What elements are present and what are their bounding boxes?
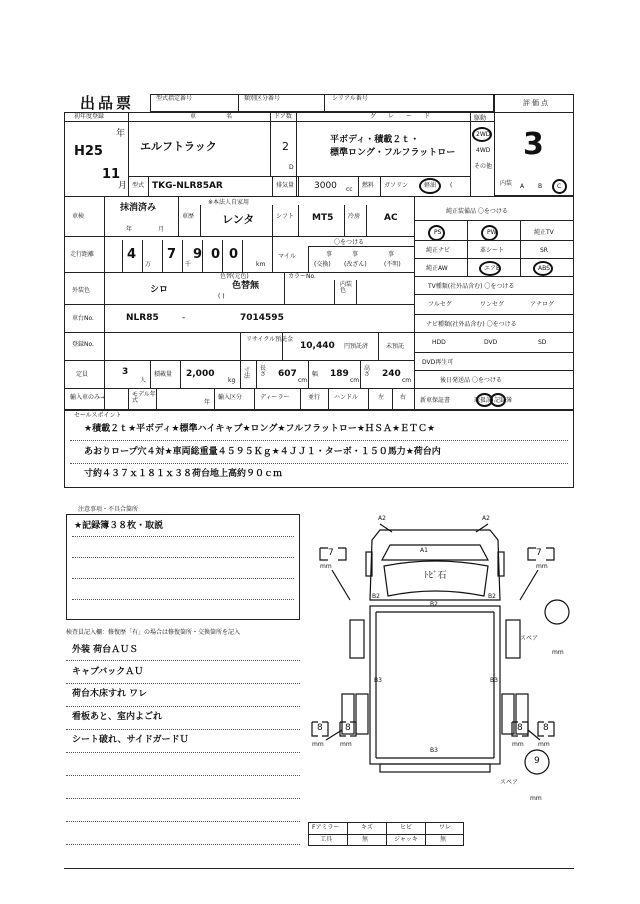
legend-header-3: ヒビ bbox=[400, 824, 413, 831]
inspector-label: 検査員記入欄：修復歴「有」の場合は修復箇所・交換箇所を記入 bbox=[66, 629, 241, 636]
mileage-circle-note: 〇をつける bbox=[334, 239, 365, 246]
dvd-play-label: DVD再生可 bbox=[422, 359, 454, 366]
diagram-b2-left: B2 bbox=[372, 593, 380, 600]
spare-rear-label: スペア bbox=[500, 779, 519, 786]
mileage-digit-5: 0 bbox=[229, 247, 239, 262]
registration-label: 登録No. bbox=[72, 341, 94, 348]
fuel-label: 燃料 bbox=[362, 182, 375, 189]
legend-cell-4: 無 bbox=[440, 836, 447, 843]
history-value: レンタ bbox=[222, 213, 255, 226]
grade-line1: 平ボディ・積載２ｔ・ bbox=[330, 135, 420, 145]
seats-label: 定員 bbox=[76, 371, 89, 378]
inspector-line-3: 荷台木床すれ ワレ bbox=[72, 689, 148, 699]
inspection-value: 抹消済み bbox=[120, 203, 157, 213]
fuel-diesel: 軽油 bbox=[424, 182, 437, 189]
tire-fr-value: 7 bbox=[536, 548, 542, 558]
diagram-a2-right: A2 bbox=[482, 515, 490, 522]
interior-b: B bbox=[538, 183, 543, 190]
sales-line-1: ★積載２ｔ★平ボディ★標準ハイキャブ★ロング★フルフラットロー★ＨＳＡ★ＥＴＣ★ bbox=[84, 424, 436, 434]
displacement-label: 排気量 bbox=[276, 182, 295, 189]
color-code-label: カラーNo. bbox=[288, 273, 316, 280]
seats-unit: 人 bbox=[140, 377, 147, 384]
equip-genuine-aw: 純正AW bbox=[426, 265, 448, 272]
length-unit: cm bbox=[298, 377, 308, 384]
tire-fr-shape bbox=[506, 620, 520, 658]
diagram-windshield-note: ﾄﾋﾞ石 bbox=[424, 571, 447, 581]
drive-other: その他 bbox=[474, 163, 493, 170]
parallel-value: 並行 bbox=[308, 394, 321, 401]
tv-oneseg: ワンセグ bbox=[480, 301, 505, 308]
legend-cell-3: ジャッキ bbox=[394, 836, 418, 843]
equip-genuine-tv: 純正TV bbox=[534, 229, 554, 236]
navi-sd: SD bbox=[538, 339, 547, 346]
grade-label: グレード bbox=[370, 113, 443, 120]
door-suffix: D bbox=[289, 164, 294, 171]
size-label: 寸法 bbox=[244, 367, 251, 380]
height-unit: cm bbox=[402, 377, 412, 384]
mileage-blank-3: 事 bbox=[388, 251, 395, 258]
car-name-label: 車名 bbox=[190, 113, 263, 120]
load-value: 2,000 bbox=[186, 369, 215, 379]
fuel-gasoline: ガソリン bbox=[384, 182, 409, 189]
inspector-line-1: 外装 荷台ＡＵＳ bbox=[72, 645, 139, 655]
fuel-paren: ( bbox=[450, 182, 453, 189]
serial-label: シリアル番号 bbox=[332, 95, 368, 102]
inspector-line-5: シート破れ、サイドガードＵ bbox=[72, 735, 189, 745]
diagram-b3-bottom: B3 bbox=[430, 747, 438, 754]
repaint-label: 色替(元色) bbox=[220, 273, 249, 280]
model-value: TKG-NLR85AR bbox=[152, 181, 223, 191]
tire-fl-value: 7 bbox=[328, 548, 334, 558]
legend-header-1: Fアミラー bbox=[312, 824, 340, 831]
seats-value: 3 bbox=[122, 367, 129, 377]
inspection-year-unit: 年 bbox=[126, 226, 133, 233]
interior-color-label: 内装色 bbox=[340, 281, 353, 294]
length-label: 長さ bbox=[260, 365, 267, 378]
equip-leather: 革シート bbox=[480, 247, 505, 254]
load-label: 積載量 bbox=[154, 371, 173, 378]
tire-rr-outer-value: 8 bbox=[543, 723, 549, 733]
mileage-label: 走行距離 bbox=[70, 251, 95, 258]
tire-rl-outer-unit: mm bbox=[312, 741, 324, 748]
tire-rl-inner-shape bbox=[356, 694, 368, 734]
equip-ps: PS bbox=[434, 229, 442, 236]
diagram-a1: A1 bbox=[420, 547, 428, 554]
tire-rl-outer-value: 8 bbox=[317, 723, 323, 733]
score-label: 評価点 bbox=[523, 99, 550, 107]
doors-value: 2 bbox=[282, 140, 289, 153]
history-label: 車歴 bbox=[182, 213, 195, 220]
month-suffix: 月 bbox=[118, 181, 128, 191]
navi-dvd: DVD bbox=[484, 339, 498, 346]
length-value: 607 bbox=[278, 369, 297, 379]
chassis-number: 7014595 bbox=[240, 313, 284, 323]
mileage-unknown: (不明) bbox=[384, 261, 401, 268]
inspector-line-4: 看板あと、室内よごれ bbox=[72, 712, 163, 722]
drive-2wd: 2WD bbox=[476, 131, 491, 138]
ac-label: 冷房 bbox=[348, 213, 361, 220]
mileage-digit-4: 0 bbox=[211, 247, 221, 262]
mileage-exchange: (交換) bbox=[314, 261, 331, 268]
exterior-color-label: 外装色 bbox=[72, 287, 91, 294]
equip-airbag: エアB bbox=[484, 265, 501, 272]
diagram-b2-right: B2 bbox=[488, 593, 496, 600]
chassis-dash: - bbox=[182, 313, 186, 323]
recycle-value: 10,440 bbox=[300, 341, 335, 351]
repaint-value: 色替無 bbox=[232, 281, 260, 291]
first-reg-month: 11 bbox=[102, 167, 121, 182]
cargo-bed-outline bbox=[370, 606, 500, 764]
drive-label: 駆動 bbox=[474, 115, 487, 122]
tire-rl-inner-value: 8 bbox=[345, 723, 351, 733]
import-label: 輸入車のみ→ bbox=[70, 394, 106, 401]
cab-roof bbox=[382, 545, 488, 560]
score-value: 3 bbox=[523, 127, 544, 162]
drive-4wd: 4WD bbox=[476, 147, 491, 154]
tire-fr-unit: mm bbox=[536, 563, 548, 570]
first-reg-label: 初年度登録 bbox=[74, 113, 105, 120]
notes-label: 注意事項・不具合箇所 bbox=[78, 506, 139, 513]
equip-abs: ABS bbox=[538, 265, 550, 272]
sales-line-3: 寸約４３７ｘ１８１ｘ３８荷台地上高約９０ｃｍ bbox=[84, 469, 283, 479]
model-year-unit: 年 bbox=[204, 399, 211, 406]
tire-fl-unit: mm bbox=[320, 563, 332, 570]
displacement-value: 3000 bbox=[314, 181, 337, 191]
class-code-label: 類別区分番号 bbox=[244, 95, 281, 102]
inspection-month-unit: 月 bbox=[158, 226, 165, 233]
legend-header-2: キズ bbox=[361, 824, 373, 831]
tire-rr-outer-unit: mm bbox=[538, 741, 550, 748]
diagram-b3-left: B3 bbox=[374, 677, 382, 684]
model-year-label: モデル年式 bbox=[132, 391, 156, 404]
inspection-label: 車検 bbox=[72, 213, 85, 220]
recycle-label: リサイクル預託金 bbox=[246, 336, 294, 343]
shift-label: シフト bbox=[276, 213, 295, 220]
tv-fullseg: フルセグ bbox=[428, 301, 452, 308]
diagram-b3-right: B3 bbox=[490, 677, 498, 684]
dealer-value: ディーラー bbox=[260, 394, 290, 401]
legend-cell-1: 工具 bbox=[320, 836, 333, 843]
chassis-prefix: NLR85 bbox=[126, 313, 159, 323]
interior-label: 内装 bbox=[500, 180, 513, 187]
handle-left: 左 bbox=[378, 394, 385, 401]
sales-label: セールスポイント bbox=[74, 412, 122, 419]
model-label: 型式 bbox=[132, 182, 145, 189]
after-label: 後日発送品 〇をつける bbox=[440, 377, 502, 384]
inspector-line-2: キャブバックＡＵ bbox=[72, 667, 144, 677]
equip-genuine-navi: 純正ナビ bbox=[426, 247, 451, 254]
spare-rear-unit: mm bbox=[530, 795, 542, 802]
car-name: エルフトラック bbox=[140, 140, 217, 153]
mileage-modified: (改ざん) bbox=[344, 261, 367, 268]
history-note: ※本法人自家用 bbox=[208, 199, 250, 206]
recycle-not-deposited: 未預託 bbox=[386, 343, 405, 350]
mileage-digit-2: 7 bbox=[167, 247, 177, 262]
spare-front-label: スペア bbox=[520, 635, 539, 642]
chassis-label: 車台No. bbox=[72, 315, 94, 322]
model-code-label: 型式指定番号 bbox=[156, 95, 193, 102]
ac-value: AC bbox=[384, 213, 398, 223]
rear-bumper bbox=[380, 764, 490, 772]
mileage-sen: 千 bbox=[185, 261, 192, 268]
repaint-paren: ( ) bbox=[218, 293, 225, 300]
spare-front-circle bbox=[545, 600, 569, 624]
height-label: 高さ bbox=[364, 365, 371, 378]
shift-value: MT5 bbox=[312, 213, 334, 223]
spare-rear-value: 9 bbox=[534, 756, 540, 766]
grade-line2: 標準ロング・フルフラットロー bbox=[330, 148, 456, 158]
mileage-digit-1: 4 bbox=[127, 247, 137, 262]
tire-fl-shape bbox=[350, 620, 364, 658]
mileage-blank-2: 事 bbox=[352, 251, 359, 258]
record-label: 記録簿 bbox=[494, 397, 513, 404]
equip-pw: PW bbox=[487, 229, 497, 236]
mileage-digit-3: 9 bbox=[193, 247, 203, 262]
tire-rl-inner-unit: mm bbox=[340, 741, 352, 748]
legend-cell-2: 無 bbox=[362, 836, 369, 843]
diagram-a2-left: A2 bbox=[378, 515, 386, 522]
notes-line-1: ★記録簿３８枚・取説 bbox=[74, 521, 164, 531]
load-unit: kg bbox=[228, 377, 236, 384]
mileage-blank-1: 事 bbox=[326, 251, 333, 258]
navi-hdd: HDD bbox=[432, 339, 446, 346]
interior-c: C bbox=[557, 183, 562, 190]
tv-analog: アナログ bbox=[530, 301, 555, 308]
width-label: 幅 bbox=[312, 371, 319, 378]
navi-label: ナビ種類(社外品含む) 〇をつける bbox=[426, 321, 517, 328]
tire-rr-inner-value: 8 bbox=[517, 723, 523, 733]
width-unit: cm bbox=[350, 377, 360, 384]
legend-header-4: ワレ bbox=[439, 824, 452, 831]
form-title: 出品票 bbox=[80, 94, 135, 112]
mileage-man: 万 bbox=[145, 261, 152, 268]
height-value: 240 bbox=[382, 369, 401, 379]
tv-label: TV種類(社外品含む) 〇をつける bbox=[428, 283, 515, 290]
dealer-label: 輸入区分 bbox=[218, 394, 243, 401]
year-suffix: 年 bbox=[116, 129, 126, 139]
handle-right: 右 bbox=[400, 394, 407, 401]
width-value: 189 bbox=[330, 369, 349, 379]
warranty-label: 新車保証書 bbox=[420, 397, 451, 404]
sales-line-2: あおりロープ穴４対★車両総重量４５９５Ｋｇ★４ＪＪ１・ターボ・１５０馬力★荷台内 bbox=[84, 447, 441, 457]
mileage-km: km bbox=[256, 261, 266, 268]
handle-label: ハンドル bbox=[334, 394, 359, 401]
diagram-b2-center: B2 bbox=[430, 601, 438, 608]
recycle-deposited: 円預託済 bbox=[344, 343, 369, 350]
exterior-color-value: シロ bbox=[150, 285, 169, 295]
tire-rr-inner-unit: mm bbox=[512, 741, 524, 748]
cc-unit: cc bbox=[346, 186, 353, 193]
mileage-mile: マイル bbox=[278, 253, 296, 260]
first-reg-era: H25 bbox=[74, 144, 103, 159]
interior-a: A bbox=[520, 183, 525, 190]
manual-label: 取扱説 bbox=[474, 397, 493, 404]
doors-label: ドア数 bbox=[274, 113, 292, 120]
spare-front-unit: mm bbox=[552, 649, 564, 656]
genuine-label: 純正装備品 〇をつける bbox=[446, 208, 508, 215]
equip-sr: SR bbox=[540, 247, 548, 254]
